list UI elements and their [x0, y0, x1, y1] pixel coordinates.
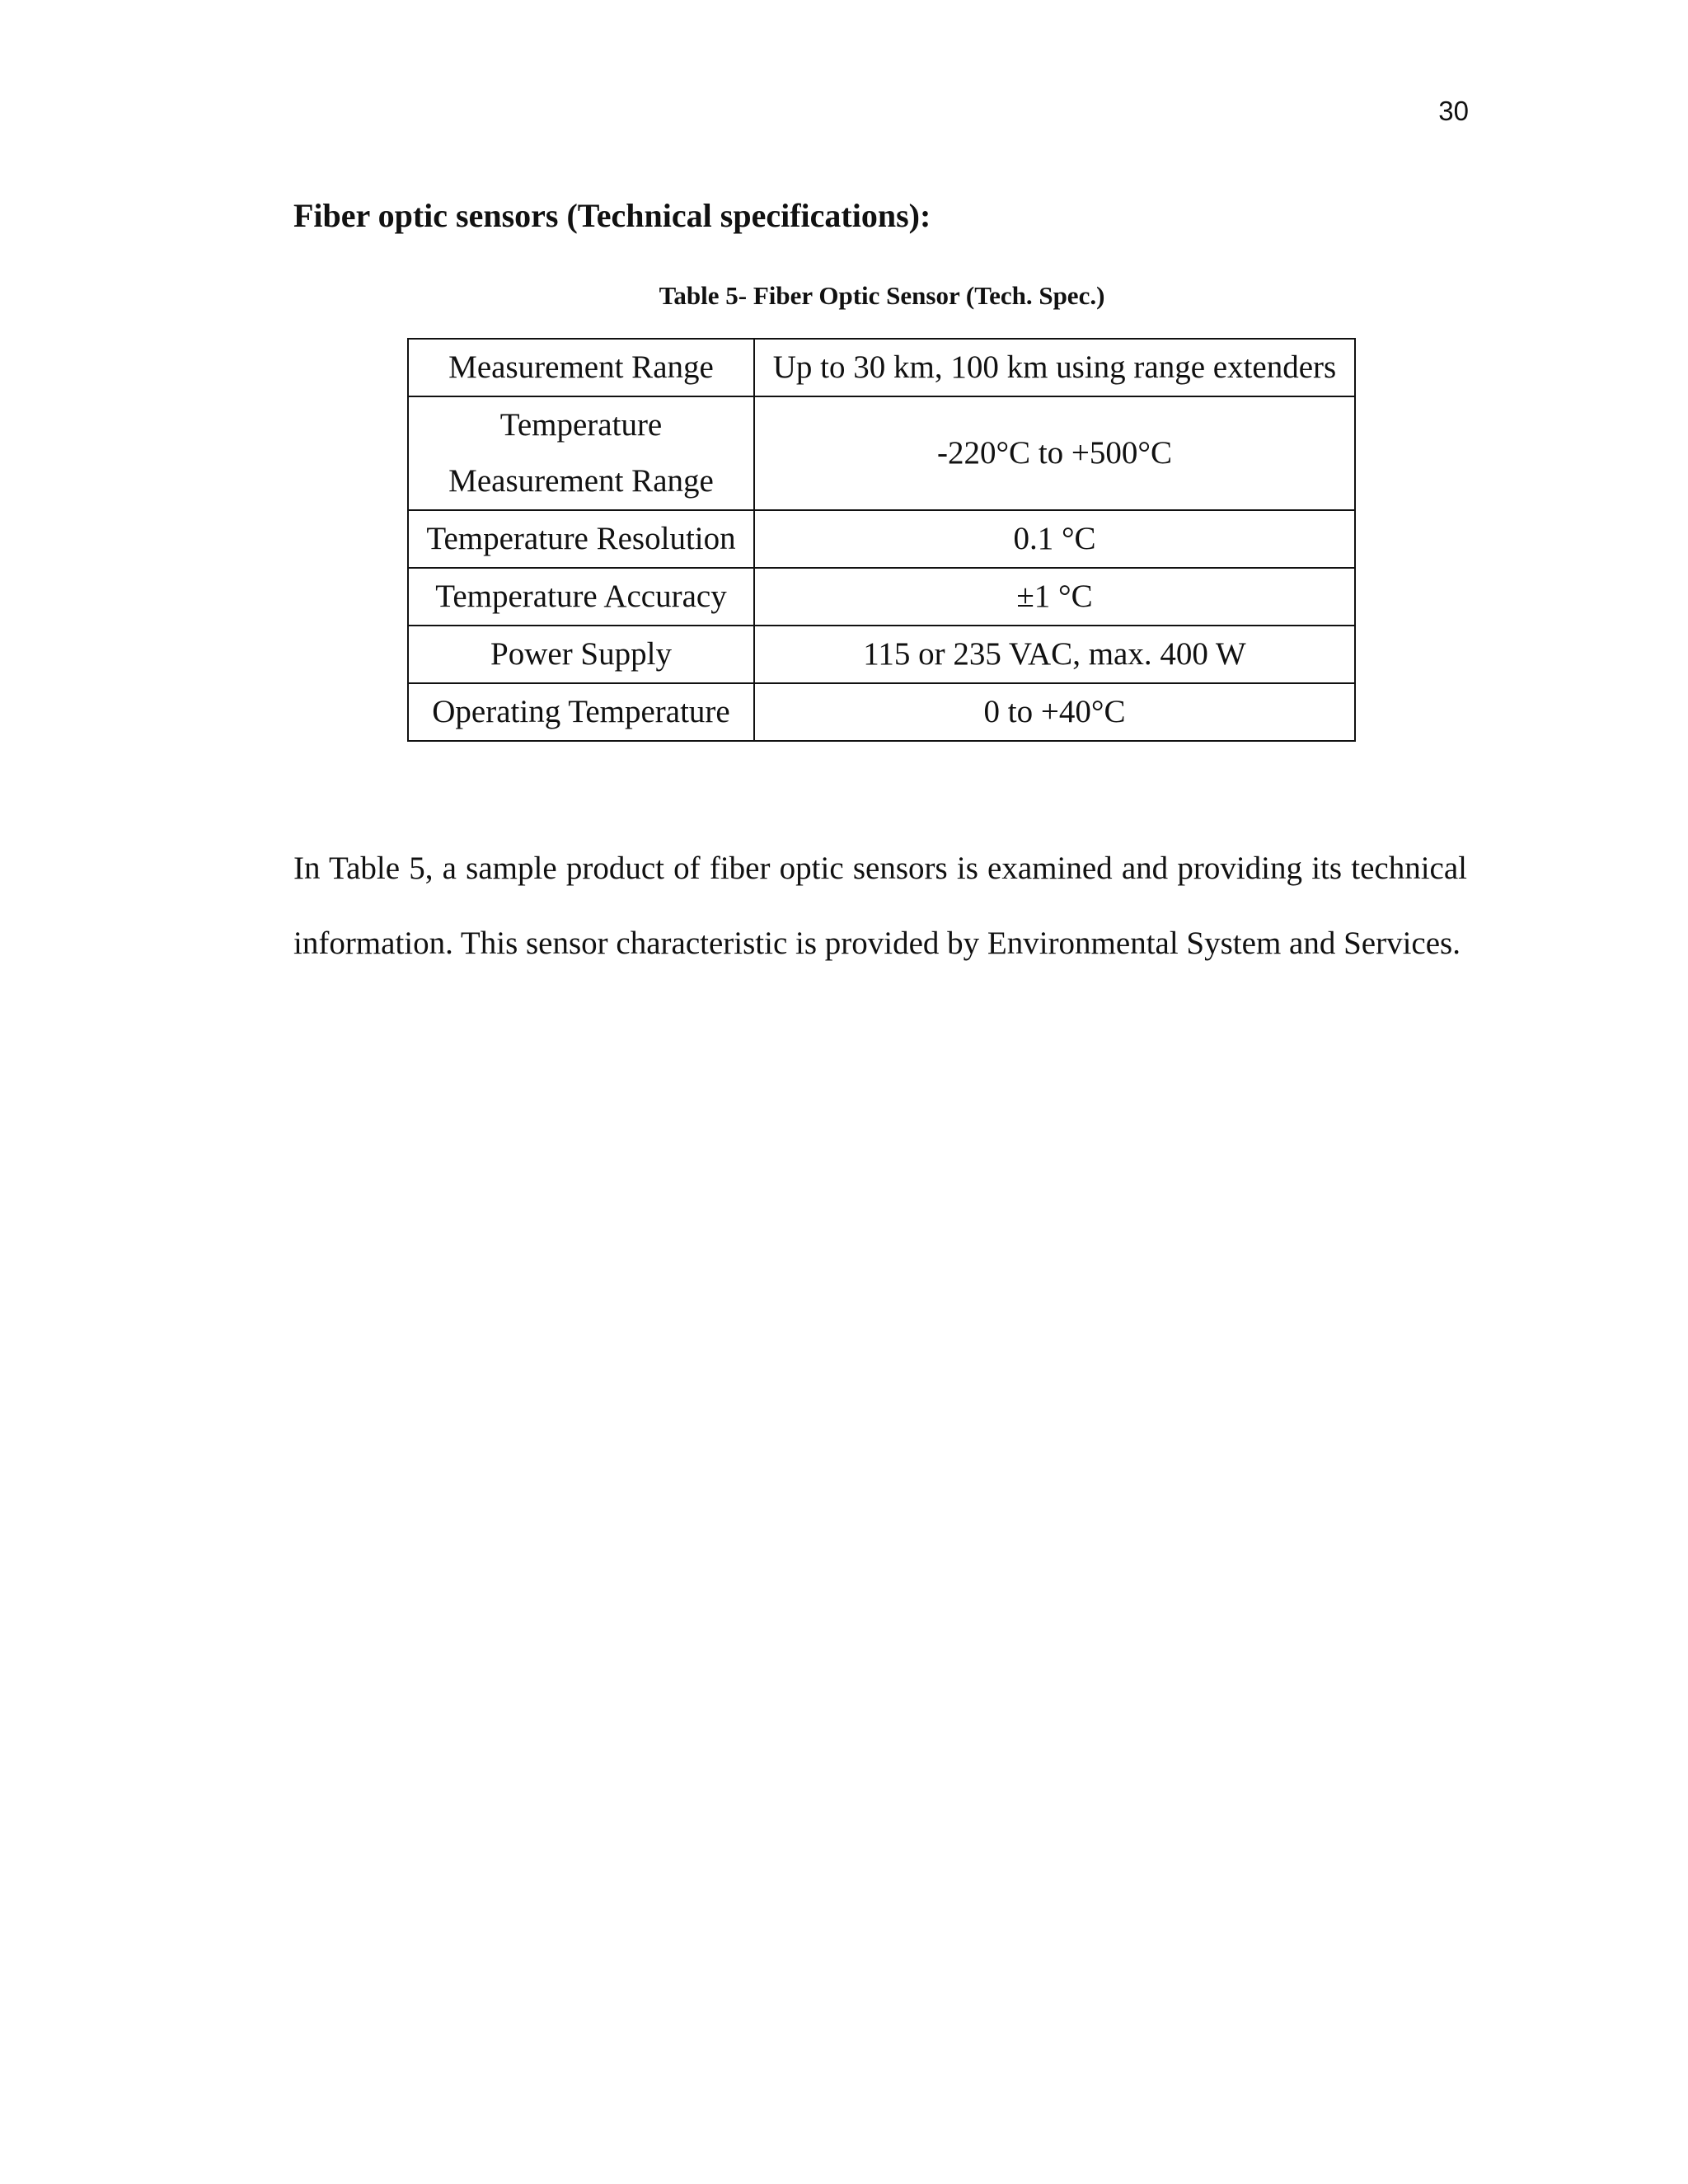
- table-row: [408, 396, 1355, 510]
- table-cell-label: Temperature Accuracy: [408, 568, 754, 626]
- body-paragraph: In Table 5, a sample product of fiber optic sensors is examined and providing its technical information. This sensor characteristic is provided by Environmental System and Services.: [293, 851, 1467, 961]
- table-cell-value: 0 to +40°C: [754, 683, 1355, 741]
- table-cell-label: Power Supply: [408, 626, 754, 683]
- table-cell-label-line: Measurement Range: [448, 463, 714, 499]
- table-cell-label: Measurement Range: [408, 339, 754, 396]
- table-caption: Table 5- Fiber Optic Sensor (Tech. Spec.): [659, 281, 1105, 310]
- table-cell-label: [408, 396, 754, 510]
- table-row: [408, 683, 1355, 741]
- table-cell-label: Temperature Resolution: [408, 510, 754, 568]
- table-cell-label-line: Temperature: [499, 407, 663, 443]
- table-cell-value: -220°C to +500°C: [754, 396, 1355, 510]
- section-heading: Fiber optic sensors (Technical specifications):: [293, 197, 931, 234]
- table-row: [408, 626, 1355, 683]
- page-number: 30: [1438, 96, 1469, 126]
- table-cell-value: Up to 30 km, 100 km using range extenders: [754, 339, 1355, 396]
- table-cell-value: ±1 °C: [754, 568, 1355, 626]
- table-cell-value: 0.1 °C: [754, 510, 1355, 568]
- table-row: [408, 510, 1355, 568]
- table-row: [408, 568, 1355, 626]
- table-cell-value: 115 or 235 VAC, max. 400 W: [754, 626, 1355, 683]
- spec-table: [407, 338, 1356, 742]
- table-cell-label: Operating Temperature: [408, 683, 754, 741]
- table-row: [408, 339, 1355, 396]
